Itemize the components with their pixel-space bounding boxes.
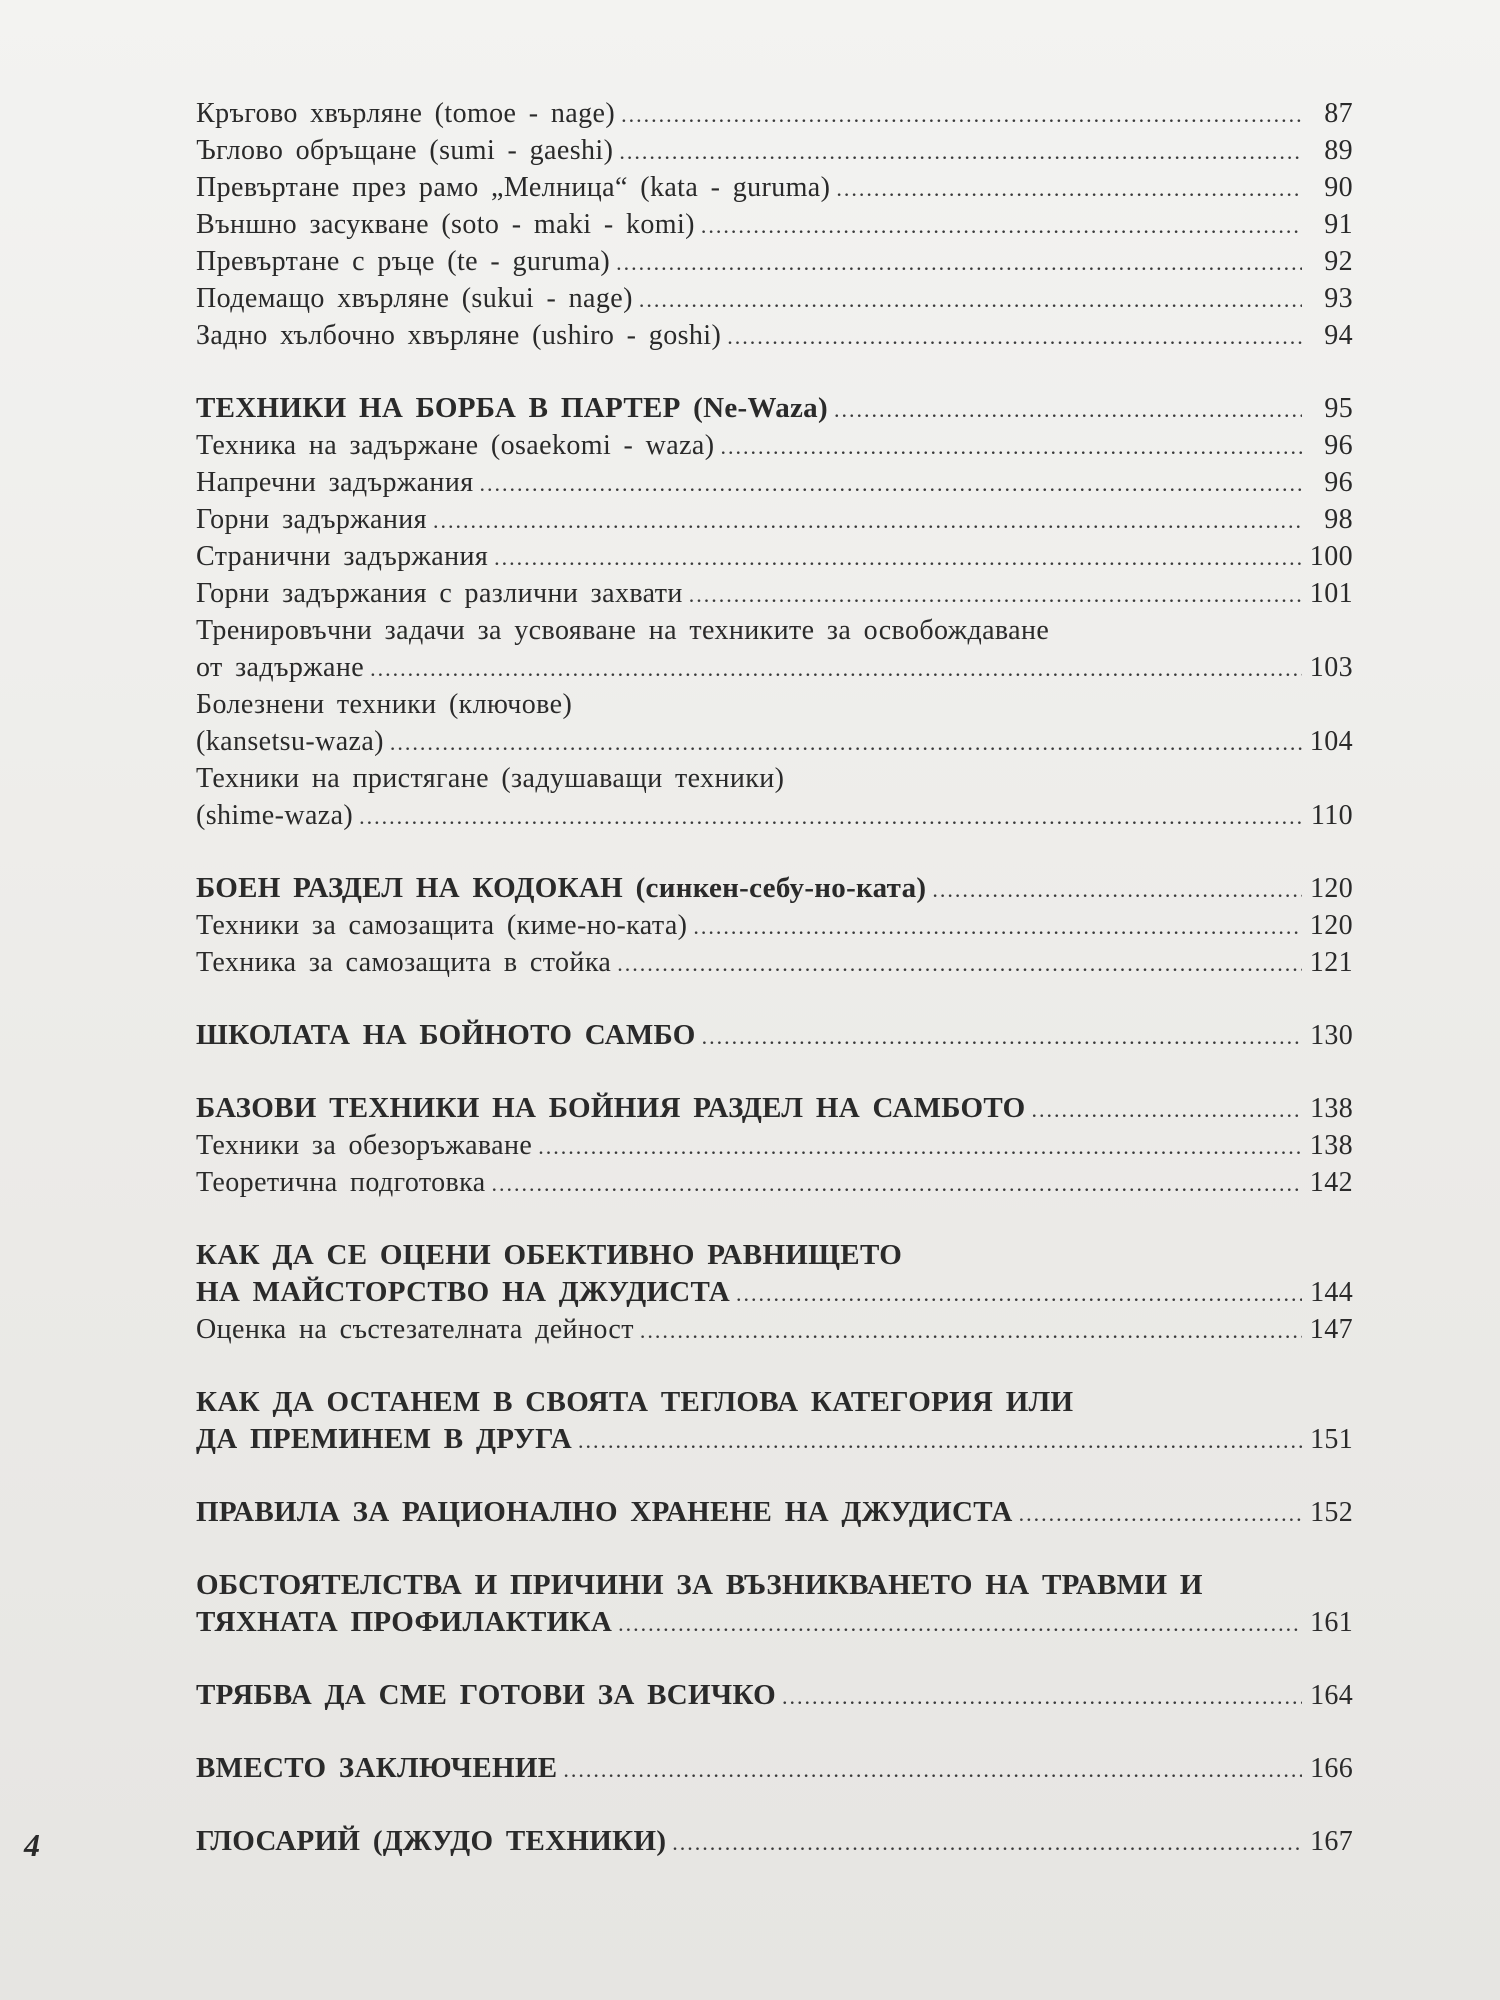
dot-leader	[736, 1275, 1302, 1312]
section-gap	[196, 1458, 1353, 1494]
table-of-contents	[196, 95, 1353, 1860]
toc-page-number: 91	[1324, 209, 1353, 240]
dot-leader	[538, 1128, 1302, 1165]
dot-leader	[370, 650, 1302, 687]
toc-entry-title: Оценка на състезателната дейност	[196, 1314, 634, 1345]
toc-entry	[196, 501, 1353, 538]
toc-line	[196, 1017, 1353, 1054]
toc-page-number: 101	[1309, 578, 1353, 609]
toc-entry	[196, 538, 1353, 575]
toc-page-number: 89	[1324, 135, 1353, 166]
toc-entry-title: БАЗОВИ ТЕХНИКИ НА БОЙНИЯ РАЗДЕЛ НА САМБОТО	[196, 1092, 1026, 1124]
toc-page-number: 87	[1324, 98, 1353, 129]
page-number: 4	[24, 1827, 40, 1863]
toc-entry-title: Подемащо хвърляне (sukui - nage)	[196, 283, 633, 314]
toc-entry-title: Техники за самозащита (киме-но-ката)	[196, 910, 688, 941]
toc-line	[196, 243, 1353, 280]
dot-leader	[621, 96, 1302, 133]
toc-entry-title: ГЛОСАРИЙ (ДЖУДО ТЕХНИКИ)	[196, 1825, 667, 1857]
dot-leader	[494, 539, 1302, 576]
toc-section-heading	[196, 870, 1353, 907]
toc-entry-title: Тренировъчни задачи за усвояване на техниките за освобождаване	[196, 615, 1050, 646]
toc-entry	[196, 686, 1353, 760]
toc-line	[196, 538, 1353, 575]
toc-page-number: 121	[1309, 947, 1353, 978]
toc-line	[196, 1164, 1353, 1201]
toc-line	[196, 206, 1353, 243]
toc-page-number: 147	[1309, 1314, 1353, 1345]
toc-line	[196, 1127, 1353, 1164]
toc-entry	[196, 907, 1353, 944]
toc-line	[196, 390, 1353, 427]
toc-entry	[196, 760, 1353, 834]
toc-entry-title: Странични задържания	[196, 541, 489, 572]
dot-leader	[619, 133, 1302, 170]
toc-entry	[196, 317, 1353, 354]
section-gap	[196, 1787, 1353, 1823]
toc-line	[196, 169, 1353, 206]
toc-entry	[196, 575, 1353, 612]
toc-line	[196, 649, 1353, 686]
toc-line	[196, 686, 1353, 723]
dot-leader	[617, 945, 1302, 982]
dot-leader	[390, 724, 1302, 761]
dot-leader	[672, 1824, 1302, 1861]
dot-leader	[640, 1312, 1302, 1349]
dot-leader	[693, 908, 1302, 945]
dot-leader	[618, 1605, 1302, 1642]
toc-entry-title: Теоретична подготовка	[196, 1167, 486, 1198]
toc-line	[196, 575, 1353, 612]
toc-page-number: 104	[1309, 726, 1353, 757]
dot-leader	[1019, 1495, 1302, 1532]
toc-line	[196, 1274, 1353, 1311]
dot-leader	[578, 1422, 1302, 1459]
section-gap	[196, 1348, 1353, 1384]
toc-entry	[196, 944, 1353, 981]
toc-line	[196, 1604, 1353, 1641]
section-gap	[196, 1714, 1353, 1750]
toc-entry	[196, 612, 1353, 686]
toc-page-number: 167	[1310, 1826, 1353, 1857]
section-gap	[196, 1531, 1353, 1567]
toc-entry-title: Техники на пристягане (задушаващи техники)	[196, 763, 785, 794]
toc-entry	[196, 243, 1353, 280]
toc-line	[196, 797, 1353, 834]
toc-entry-title: ТЕХНИКИ НА БОРБА В ПАРТЕР (Ne-Waza)	[196, 392, 828, 424]
dot-leader	[1032, 1091, 1303, 1128]
toc-line	[196, 723, 1353, 760]
dot-leader	[433, 502, 1302, 539]
section-gap	[196, 1641, 1353, 1677]
toc-entry-title: Задно хълбочно хвърляне (ushiro - goshi)	[196, 320, 722, 351]
toc-entry-title: ПРАВИЛА ЗА РАЦИОНАЛНО ХРАНЕНЕ НА ДЖУДИСТА	[196, 1496, 1013, 1528]
dot-leader	[359, 798, 1302, 835]
toc-section-heading	[196, 1823, 1353, 1860]
toc-page-number: 94	[1324, 320, 1353, 351]
toc-page-number: 144	[1310, 1277, 1353, 1308]
toc-line	[196, 1677, 1353, 1714]
toc-entry-title: Кръгово хвърляне (tomoe - nage)	[196, 98, 616, 129]
toc-line	[196, 1090, 1353, 1127]
toc-section-heading	[196, 1677, 1353, 1714]
toc-line	[196, 1237, 1353, 1274]
toc-entry-title: БОЕН РАЗДЕЛ НА КОДОКАН (синкен-себу-но-ката)	[196, 872, 927, 904]
toc-section-heading	[196, 1567, 1353, 1641]
toc-entry-title: ДА ПРЕМИНЕМ В ДРУГА	[196, 1423, 572, 1455]
toc-entry	[196, 1311, 1353, 1348]
toc-page-number: 96	[1324, 430, 1353, 461]
toc-entry	[196, 1164, 1353, 1201]
dot-leader	[720, 428, 1302, 465]
toc-entry-title: Техника на задържане (osaekomi - waza)	[196, 430, 715, 461]
toc-page-number: 161	[1310, 1607, 1353, 1638]
toc-entry	[196, 1127, 1353, 1164]
toc-entry	[196, 464, 1353, 501]
toc-line	[196, 1421, 1353, 1458]
toc-line	[196, 1750, 1353, 1787]
toc-entry-title: Превъртане през рамо „Мелница“ (kata - guruma)	[196, 172, 831, 203]
toc-line	[196, 280, 1353, 317]
toc-entry-title: (shime-waza)	[196, 800, 354, 831]
toc-entry-title: Техника за самозащита в стойка	[196, 947, 612, 978]
toc-page-number: 90	[1324, 172, 1353, 203]
toc-page-number: 120	[1309, 910, 1353, 941]
dot-leader	[727, 318, 1302, 355]
dot-leader	[492, 1165, 1302, 1202]
toc-entry-title: ОБСТОЯТЕЛСТВА И ПРИЧИНИ ЗА ВЪЗНИКВАНЕТО НА ТРАВМИ И	[196, 1569, 1203, 1601]
dot-leader	[563, 1751, 1302, 1788]
toc-page-number: 120	[1310, 873, 1353, 904]
toc-entry	[196, 427, 1353, 464]
toc-entry-title: Горни задържания с различни захвати	[196, 578, 683, 609]
toc-page-number: 142	[1309, 1167, 1353, 1198]
toc-entry-title: НА МАЙСТОРСТВО НА ДЖУДИСТА	[196, 1276, 730, 1308]
toc-section-heading	[196, 1090, 1353, 1127]
toc-entry-title: от задържане	[196, 652, 365, 683]
toc-line	[196, 132, 1353, 169]
toc-entry-title: Техники за обезоръжаване	[196, 1130, 533, 1161]
toc-line	[196, 870, 1353, 907]
toc-section-heading	[196, 1750, 1353, 1787]
toc-page-number: 166	[1310, 1753, 1353, 1784]
dot-leader	[479, 465, 1302, 502]
toc-line	[196, 1823, 1353, 1860]
dot-leader	[701, 207, 1302, 244]
toc-entry	[196, 132, 1353, 169]
section-gap	[196, 1201, 1353, 1237]
toc-entry-title: ТЯХНАТА ПРОФИЛАКТИКА	[196, 1606, 613, 1638]
section-gap	[196, 1054, 1353, 1090]
toc-page-number: 151	[1310, 1424, 1353, 1455]
toc-page-number: 130	[1310, 1020, 1353, 1051]
toc-line	[196, 1311, 1353, 1348]
toc-line	[196, 760, 1353, 797]
toc-line	[196, 1494, 1353, 1531]
dot-leader	[932, 871, 1302, 908]
toc-entry-title: ВМЕСТО ЗАКЛЮЧЕНИЕ	[196, 1752, 558, 1784]
toc-page-number: 152	[1310, 1497, 1353, 1528]
toc-line	[196, 1384, 1353, 1421]
toc-entry-title: ШКОЛАТА НА БОЙНОТО САМБО	[196, 1019, 696, 1051]
toc-page-number: 98	[1324, 504, 1353, 535]
toc-page-number: 100	[1309, 541, 1353, 572]
toc-line	[196, 427, 1353, 464]
dot-leader	[836, 170, 1302, 207]
toc-entry-title: (kansetsu-waza)	[196, 726, 384, 757]
toc-page-number: 95	[1324, 393, 1353, 424]
toc-entry	[196, 95, 1353, 132]
dot-leader	[702, 1018, 1302, 1055]
toc-line	[196, 944, 1353, 981]
toc-entry-title: КАК ДА ОСТАНЕМ В СВОЯТА ТЕГЛОВА КАТЕГОРИЯ ИЛИ	[196, 1386, 1074, 1418]
dot-leader	[639, 281, 1302, 318]
toc-entry-title: КАК ДА СЕ ОЦЕНИ ОБЕКТИВНО РАВНИЩЕТО	[196, 1239, 903, 1271]
toc-line	[196, 95, 1353, 132]
toc-page-number: 93	[1324, 283, 1353, 314]
toc-page-number: 103	[1309, 652, 1353, 683]
toc-entry	[196, 206, 1353, 243]
toc-entry	[196, 169, 1353, 206]
toc-page-number: 96	[1324, 467, 1353, 498]
toc-entry-title: Напречни задържания	[196, 467, 474, 498]
toc-section-heading	[196, 1384, 1353, 1458]
toc-page-number: 138	[1310, 1093, 1353, 1124]
toc-line	[196, 317, 1353, 354]
toc-page-number: 110	[1310, 800, 1353, 831]
dot-leader	[616, 244, 1302, 281]
dot-leader	[782, 1678, 1302, 1715]
dot-leader	[834, 391, 1302, 428]
toc-line	[196, 464, 1353, 501]
toc-entry-title: Превъртане с ръце (te - guruma)	[196, 246, 611, 277]
toc-page-number: 92	[1324, 246, 1353, 277]
toc-section-heading	[196, 1494, 1353, 1531]
toc-line	[196, 501, 1353, 538]
toc-line	[196, 1567, 1353, 1604]
toc-section-heading	[196, 390, 1353, 427]
toc-section-heading	[196, 1017, 1353, 1054]
toc-entry-title: ТРЯБВА ДА СМЕ ГОТОВИ ЗА ВСИЧКО	[196, 1679, 776, 1711]
toc-entry	[196, 280, 1353, 317]
section-gap	[196, 354, 1353, 390]
section-gap	[196, 834, 1353, 870]
toc-section-heading	[196, 1237, 1353, 1311]
toc-entry-title: Външно засукване (soto - maki - komi)	[196, 209, 695, 240]
toc-page-number: 164	[1310, 1680, 1353, 1711]
toc-page-number: 138	[1309, 1130, 1353, 1161]
dot-leader	[689, 576, 1302, 613]
toc-entry-title: Горни задържания	[196, 504, 427, 535]
section-gap	[196, 981, 1353, 1017]
toc-entry-title: Болезнени техники (ключове)	[196, 689, 573, 720]
toc-entry-title: Ъглово обръщане (sumi - gaeshi)	[196, 135, 614, 166]
toc-line	[196, 612, 1353, 649]
toc-line	[196, 907, 1353, 944]
